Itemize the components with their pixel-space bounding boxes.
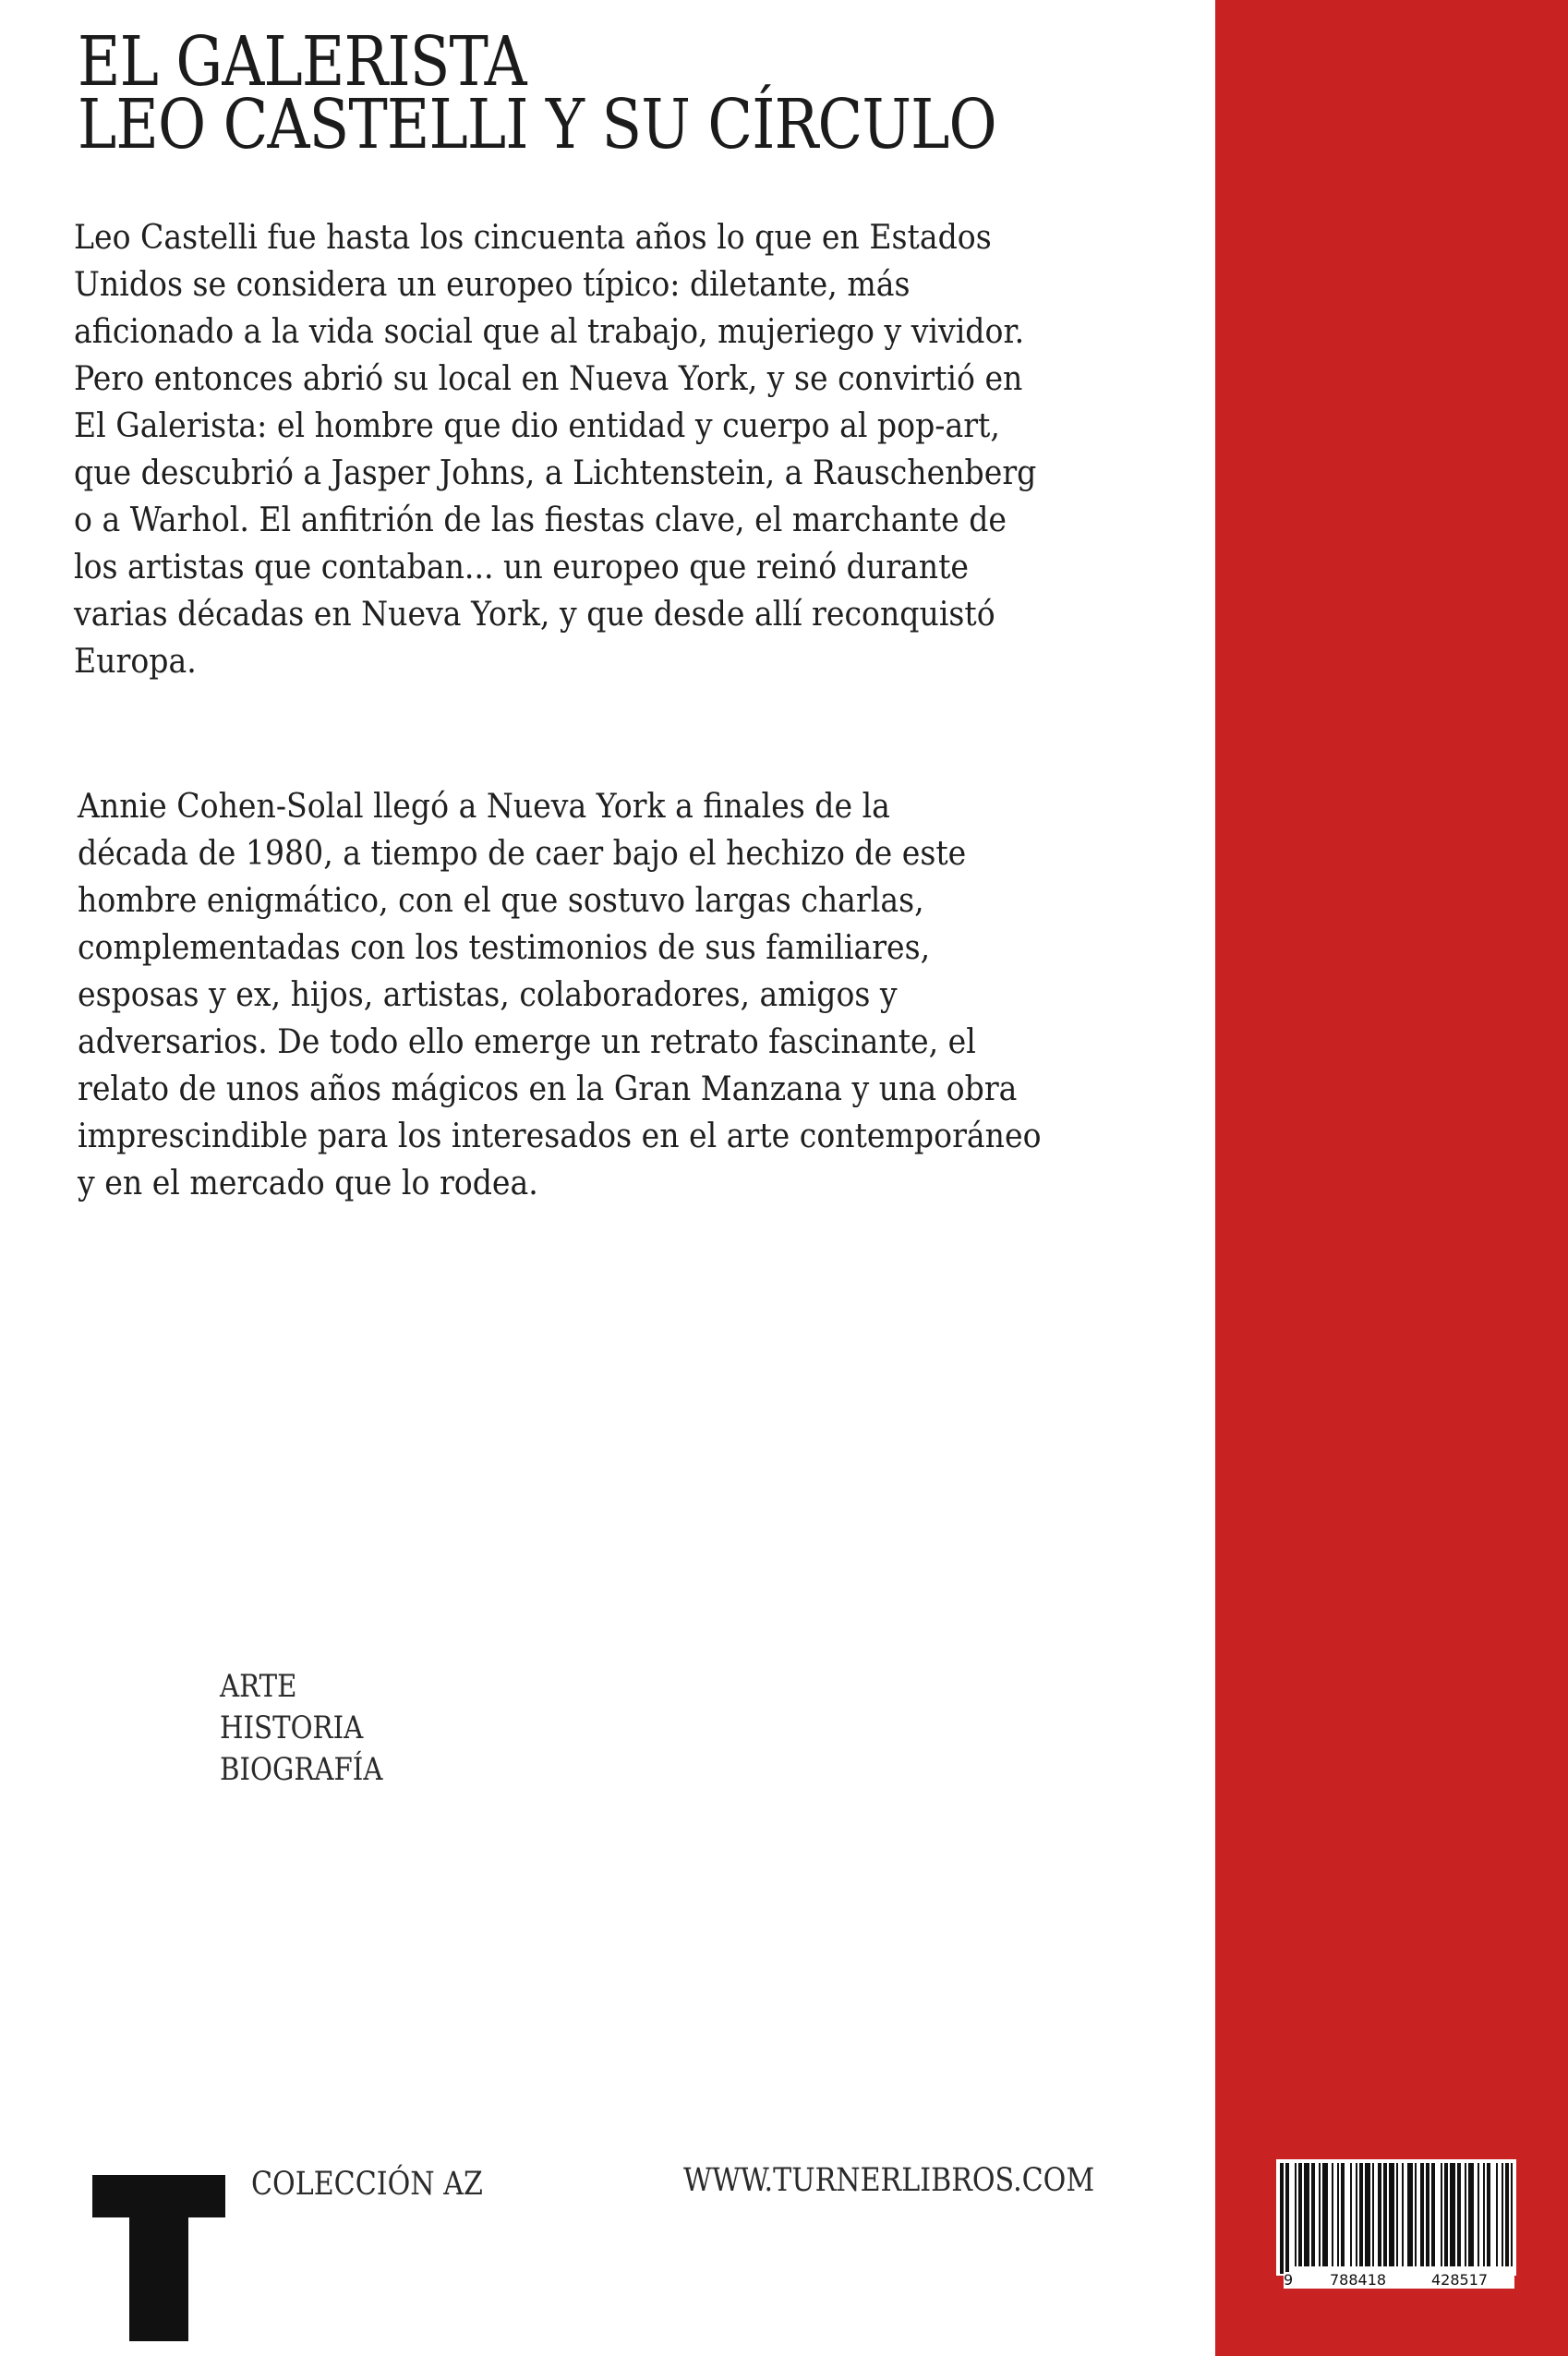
text-line: Pero entonces abrió su local en Nueva York, y se convirtió en [74,360,1023,398]
text-line: Leo Castelli fue hasta los cincuenta años lo que en Estados [74,219,992,257]
text-line: Unidos se considera un europeo típico: diletante, más [74,266,911,304]
text-line: y en el mercado que lo rodea. [78,1165,538,1202]
category-list [220,1666,409,1791]
text-line: relato de unos años mágicos en la Gran Manzana y una obra [78,1070,1018,1108]
red-spine-band [1215,0,1568,2356]
text-line: complementadas con los testimonios de sus familiares, [78,929,931,967]
category-item: HISTORIA [220,1710,364,1746]
barcode-number [1284,2272,1514,2289]
barcode-icon [1276,2159,1516,2276]
text-line: que descubrió a Jasper Johns, a Lichtenstein, a Rauschenberg [74,454,1037,492]
text-line: varias décadas en Nueva York, y que desde allí reconquistó [74,596,995,634]
category-item: ARTE [220,1668,297,1705]
barcode-digits-right: 428517 [1431,2271,1489,2289]
synopsis-paragraph-1 [74,214,1120,685]
publisher-website[interactable]: WWW.TURNERLIBROS.COM [683,2162,1095,2199]
book-subtitle: LEO CASTELLI Y SU CÍRCULO [78,85,996,164]
text-line: aficionado a la vida social que al trabajo, mujeriego y vividor. [74,313,1025,351]
text-line: o a Warhol. El anfitrión de las fiestas clave, el marchante de [74,501,1007,539]
text-line: Annie Cohen-Solal llegó a Nueva York a finales de la [78,788,890,826]
book-title: EL GALERISTA [78,22,526,102]
turner-t-logo-icon [92,2175,225,2341]
text-line: hombre enigmático, con el que sostuvo largas charlas, [78,882,924,920]
barcode-digit-prefix: 9 [1284,2271,1294,2289]
text-line: imprescindible para los interesados en el arte contemporáneo [78,1118,1042,1155]
text-line: adversarios. De todo ello emerge un retrato fascinante, el [78,1023,976,1061]
collection-name: COLECCIÓN AZ [251,2166,483,2203]
category-item: BIOGRAFÍA [220,1751,383,1788]
text-line: El Galerista: el hombre que dio entidad y cuerpo al pop-art, [74,407,1000,445]
text-line: los artistas que contaban... un europeo que reinó durante [74,549,970,586]
synopsis-paragraph-2 [78,783,1125,1207]
barcode-digits-left: 788418 [1330,2271,1387,2289]
text-line: esposas y ex, hijos, artistas, colaboradores, amigos y [78,976,898,1014]
text-line: década de 1980, a tiempo de caer bajo el hechizo de este [78,835,967,873]
text-line: Europa. [74,643,197,681]
